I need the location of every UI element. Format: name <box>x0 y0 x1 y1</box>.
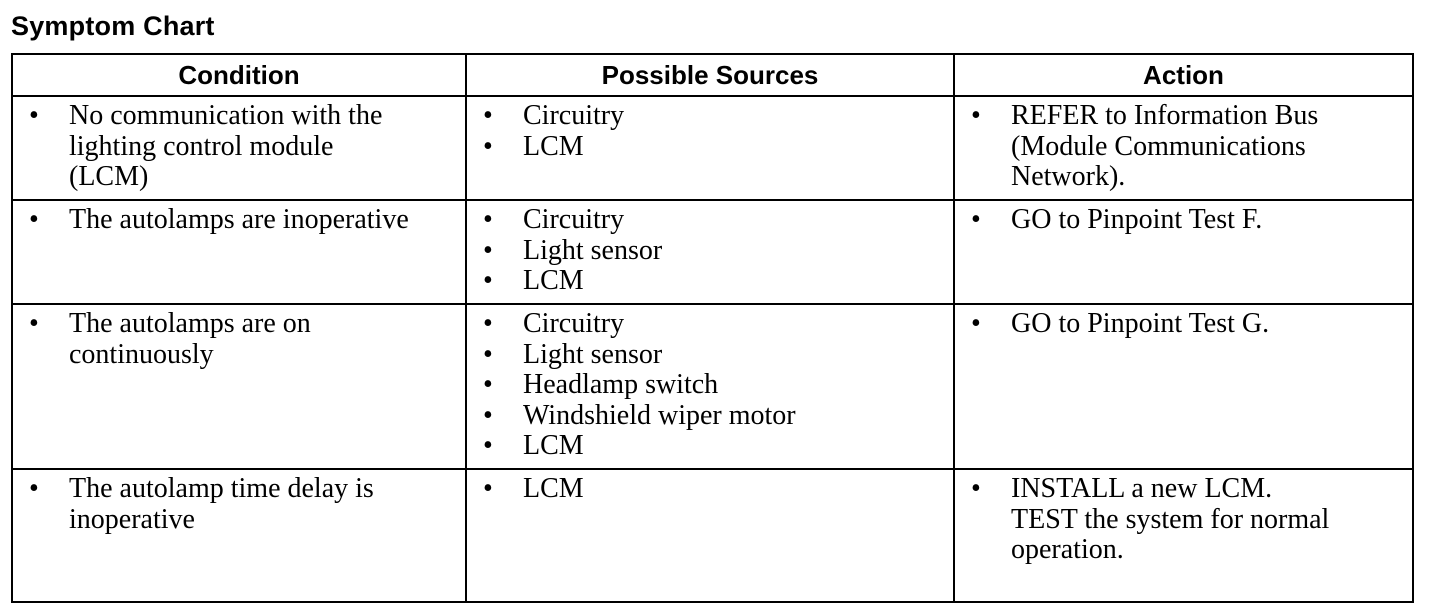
action-cell <box>954 96 1413 200</box>
sources-list <box>467 97 953 162</box>
page-title: Symptom Chart <box>11 11 215 41</box>
list-item: • The autolamp time delay is inoperative <box>29 473 374 535</box>
possible-sources-header: Possible Sources <box>466 54 954 96</box>
bullet-icon: • <box>483 308 493 339</box>
table-row <box>12 96 1413 200</box>
list-item: • Light sensor <box>483 234 663 266</box>
bullet-icon: • <box>483 369 493 400</box>
list-item: • LCM <box>483 473 584 504</box>
list-item: • INSTALL a new LCM. TEST the system for normal operation. <box>971 473 1330 565</box>
bullet-icon: • <box>483 399 493 431</box>
condition-list <box>13 470 465 535</box>
bullet-icon: • <box>971 473 981 504</box>
list-item: • No communication with the lighting control module (LCM) <box>29 100 383 192</box>
bullet-icon: • <box>483 100 493 131</box>
condition-list <box>13 305 465 370</box>
bullet-icon: • <box>971 308 981 339</box>
table-row <box>12 200 1413 304</box>
list-item: • GO to Pinpoint Test F. <box>971 204 1263 235</box>
bullet-icon: • <box>971 100 981 131</box>
possible-sources-cell <box>466 469 954 602</box>
list-item: • The autolamps are inoperative <box>29 204 409 235</box>
table-row <box>12 469 1413 602</box>
action-list <box>955 97 1412 193</box>
condition-list <box>13 201 465 236</box>
condition-cell <box>12 96 466 200</box>
condition-header: Condition <box>12 54 466 96</box>
bullet-icon: • <box>29 204 39 235</box>
header-row <box>12 54 1413 96</box>
list-item: • Circuitry <box>483 204 625 235</box>
list-item: • Circuitry <box>483 308 625 339</box>
action-header: Action <box>954 54 1413 96</box>
action-cell <box>954 304 1413 469</box>
action-list <box>955 201 1412 236</box>
action-list <box>955 470 1412 566</box>
sources-list <box>467 201 953 297</box>
condition-cell <box>12 469 466 602</box>
possible-sources-cell <box>466 96 954 200</box>
bullet-icon: • <box>483 130 493 162</box>
condition-list <box>13 97 465 193</box>
possible-sources-cell <box>466 304 954 469</box>
bullet-icon: • <box>29 308 39 339</box>
bullet-icon: • <box>483 204 493 235</box>
bullet-icon: • <box>483 473 493 504</box>
bullet-icon: • <box>483 234 493 266</box>
list-item: • GO to Pinpoint Test G. <box>971 308 1270 339</box>
possible-sources-cell <box>466 200 954 304</box>
action-cell <box>954 469 1413 602</box>
action-cell <box>954 200 1413 304</box>
symptom-chart-table <box>11 53 1414 603</box>
condition-cell <box>12 304 466 469</box>
list-item: • Headlamp switch <box>483 369 719 400</box>
bullet-icon: • <box>29 100 39 131</box>
list-item: • REFER to Information Bus (Module Communications Network). <box>971 100 1319 192</box>
bullet-icon: • <box>483 265 493 296</box>
bullet-icon: • <box>971 204 981 235</box>
list-item: • Windshield wiper motor <box>483 399 796 431</box>
action-list <box>955 305 1412 340</box>
list-item: • LCM <box>483 265 584 296</box>
list-item: • LCM <box>483 430 584 461</box>
sources-list <box>467 305 953 462</box>
list-item: • Light sensor <box>483 338 663 370</box>
bullet-icon: • <box>483 430 493 461</box>
bullet-icon: • <box>483 338 493 370</box>
sources-list <box>467 470 953 505</box>
list-item: • Circuitry <box>483 100 625 131</box>
condition-cell <box>12 200 466 304</box>
bullet-icon: • <box>29 473 39 504</box>
list-item: • LCM <box>483 130 584 162</box>
table-row <box>12 304 1413 469</box>
list-item: • The autolamps are on continuously <box>29 308 311 370</box>
